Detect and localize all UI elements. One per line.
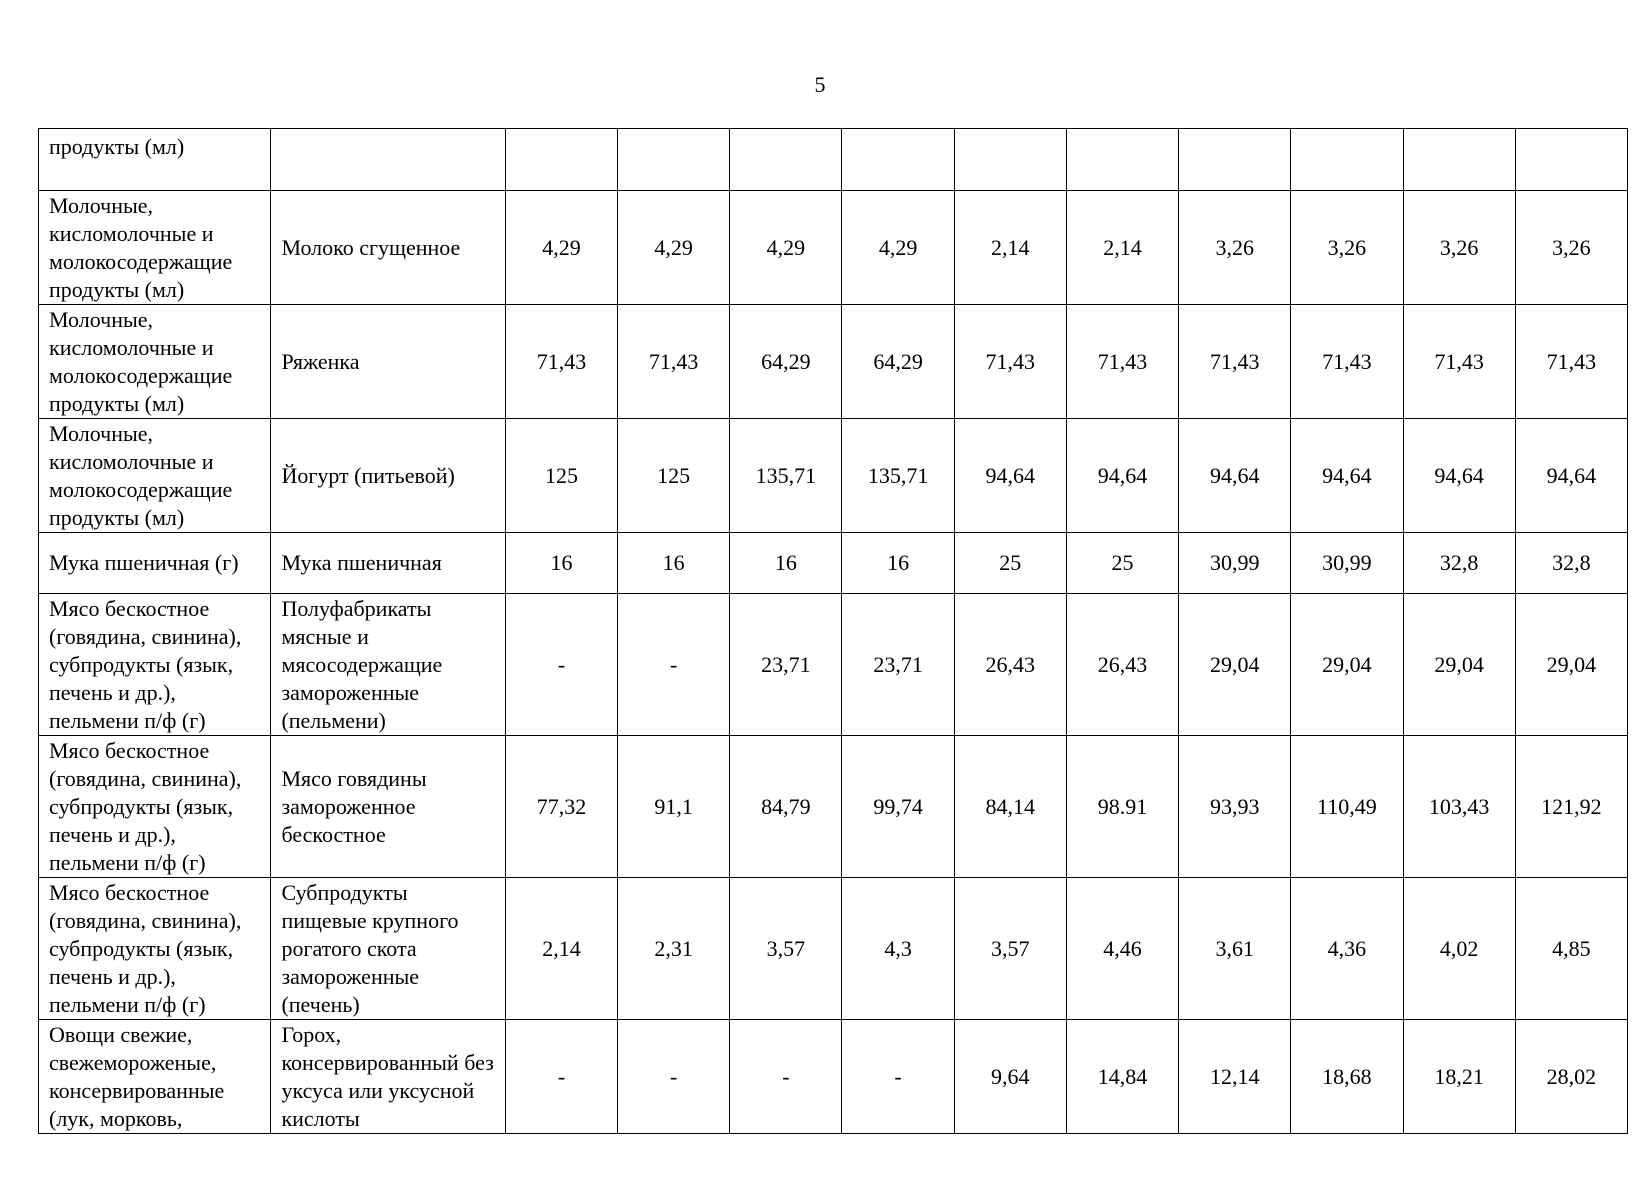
table-row	[39, 305, 1628, 419]
value-cell: 4,29	[505, 191, 617, 305]
value-cell: 135,71	[730, 419, 842, 533]
product-cell: Горох, консервированный без уксуса или уксусной кислоты	[271, 1020, 505, 1134]
category-cell: Овощи свежие, свежемороженые, консервированные (лук, морковь,	[39, 1020, 271, 1134]
value-cell	[730, 129, 842, 191]
value-cell: 94,64	[1403, 419, 1515, 533]
value-cell: 93,93	[1179, 736, 1291, 878]
table-row	[39, 191, 1628, 305]
category-cell: Молочные, кисломолочные и молокосодержащие продукты (мл)	[39, 191, 271, 305]
value-cell: 4,36	[1291, 878, 1403, 1020]
category-cell: Мясо бескостное (говядина, свинина), субпродукты (язык, печень и др.), пельмени п/ф (г)	[39, 736, 271, 878]
value-cell: 26,43	[1066, 594, 1178, 736]
value-cell: 121,92	[1515, 736, 1627, 878]
value-cell: 2,14	[505, 878, 617, 1020]
value-cell: 3,57	[730, 878, 842, 1020]
value-cell: 16	[842, 533, 954, 594]
category-cell: Молочные, кисломолочные и молокосодержащие продукты (мл)	[39, 305, 271, 419]
table-row	[39, 1020, 1628, 1134]
product-cell: Молоко сгущенное	[271, 191, 505, 305]
value-cell: 29,04	[1291, 594, 1403, 736]
table-row	[39, 878, 1628, 1020]
value-cell: 94,64	[1515, 419, 1627, 533]
value-cell: 3,26	[1179, 191, 1291, 305]
value-cell: 110,49	[1291, 736, 1403, 878]
value-cell: 3,57	[954, 878, 1066, 1020]
value-cell: 135,71	[842, 419, 954, 533]
value-cell: -	[618, 1020, 730, 1134]
value-cell: 4,29	[730, 191, 842, 305]
value-cell: 98.91	[1066, 736, 1178, 878]
page-number: 5	[814, 72, 826, 97]
value-cell: 14,84	[1066, 1020, 1178, 1134]
product-cell: Мясо говядины замороженное бескостное	[271, 736, 505, 878]
value-cell	[1179, 129, 1291, 191]
category-cell: Мясо бескостное (говядина, свинина), субпродукты (язык, печень и др.), пельмени п/ф (г)	[39, 878, 271, 1020]
product-cell: Мука пшеничная	[271, 533, 505, 594]
value-cell: 103,43	[1403, 736, 1515, 878]
value-cell: -	[618, 594, 730, 736]
table-row	[39, 736, 1628, 878]
value-cell: 4,3	[842, 878, 954, 1020]
table-row	[39, 594, 1628, 736]
value-cell: 16	[618, 533, 730, 594]
value-cell: 4,02	[1403, 878, 1515, 1020]
value-cell: -	[505, 594, 617, 736]
value-cell: -	[842, 1020, 954, 1134]
table-body	[39, 129, 1628, 1134]
product-cell: Полуфабрикаты мясные и мясосодержащие замороженные (пельмени)	[271, 594, 505, 736]
value-cell: 4,46	[1066, 878, 1178, 1020]
value-cell: 23,71	[730, 594, 842, 736]
value-cell	[842, 129, 954, 191]
value-cell: 64,29	[842, 305, 954, 419]
product-cell: Йогурт (питьевой)	[271, 419, 505, 533]
value-cell: 84,79	[730, 736, 842, 878]
value-cell: 71,43	[1291, 305, 1403, 419]
value-cell: 29,04	[1515, 594, 1627, 736]
value-cell: 4,29	[842, 191, 954, 305]
value-cell: 94,64	[1066, 419, 1178, 533]
value-cell	[618, 129, 730, 191]
value-cell: 16	[505, 533, 617, 594]
value-cell: 99,74	[842, 736, 954, 878]
value-cell: 30,99	[1179, 533, 1291, 594]
table-row	[39, 419, 1628, 533]
value-cell: 30,99	[1291, 533, 1403, 594]
value-cell: 32,8	[1515, 533, 1627, 594]
value-cell: 18,68	[1291, 1020, 1403, 1134]
value-cell: 2,14	[1066, 191, 1178, 305]
value-cell: 71,43	[505, 305, 617, 419]
value-cell	[1403, 129, 1515, 191]
value-cell: 12,14	[1179, 1020, 1291, 1134]
value-cell: 3,61	[1179, 878, 1291, 1020]
nutrition-table-container	[38, 128, 1628, 1134]
value-cell: 29,04	[1179, 594, 1291, 736]
value-cell: 3,26	[1403, 191, 1515, 305]
value-cell	[1291, 129, 1403, 191]
value-cell: 26,43	[954, 594, 1066, 736]
product-cell	[271, 129, 505, 191]
value-cell: 94,64	[1291, 419, 1403, 533]
value-cell: -	[505, 1020, 617, 1134]
value-cell: 71,43	[1066, 305, 1178, 419]
value-cell: -	[730, 1020, 842, 1134]
value-cell: 23,71	[842, 594, 954, 736]
value-cell	[1066, 129, 1178, 191]
table-row	[39, 129, 1628, 191]
value-cell: 94,64	[954, 419, 1066, 533]
value-cell: 29,04	[1403, 594, 1515, 736]
value-cell: 25	[954, 533, 1066, 594]
value-cell: 125	[505, 419, 617, 533]
value-cell: 77,32	[505, 736, 617, 878]
value-cell: 32,8	[1403, 533, 1515, 594]
value-cell: 71,43	[618, 305, 730, 419]
value-cell: 125	[618, 419, 730, 533]
value-cell	[954, 129, 1066, 191]
value-cell: 91,1	[618, 736, 730, 878]
product-cell: Ряженка	[271, 305, 505, 419]
value-cell: 2,14	[954, 191, 1066, 305]
value-cell: 16	[730, 533, 842, 594]
value-cell: 25	[1066, 533, 1178, 594]
value-cell: 71,43	[954, 305, 1066, 419]
value-cell: 3,26	[1291, 191, 1403, 305]
nutrition-table	[38, 128, 1628, 1134]
value-cell: 3,26	[1515, 191, 1627, 305]
category-cell: Мясо бескостное (говядина, свинина), субпродукты (язык, печень и др.), пельмени п/ф (г)	[39, 594, 271, 736]
category-cell: продукты (мл)	[39, 129, 271, 191]
category-cell: Мука пшеничная (г)	[39, 533, 271, 594]
value-cell: 28,02	[1515, 1020, 1627, 1134]
product-cell: Субпродукты пищевые крупного рогатого скота замороженные (печень)	[271, 878, 505, 1020]
value-cell: 2,31	[618, 878, 730, 1020]
value-cell	[1515, 129, 1627, 191]
value-cell: 4,29	[618, 191, 730, 305]
table-row	[39, 533, 1628, 594]
value-cell: 9,64	[954, 1020, 1066, 1134]
value-cell: 64,29	[730, 305, 842, 419]
value-cell	[505, 129, 617, 191]
value-cell: 4,85	[1515, 878, 1627, 1020]
value-cell: 84,14	[954, 736, 1066, 878]
value-cell: 94,64	[1179, 419, 1291, 533]
value-cell: 71,43	[1179, 305, 1291, 419]
value-cell: 71,43	[1515, 305, 1627, 419]
value-cell: 18,21	[1403, 1020, 1515, 1134]
category-cell: Молочные, кисломолочные и молокосодержащие продукты (мл)	[39, 419, 271, 533]
value-cell: 71,43	[1403, 305, 1515, 419]
